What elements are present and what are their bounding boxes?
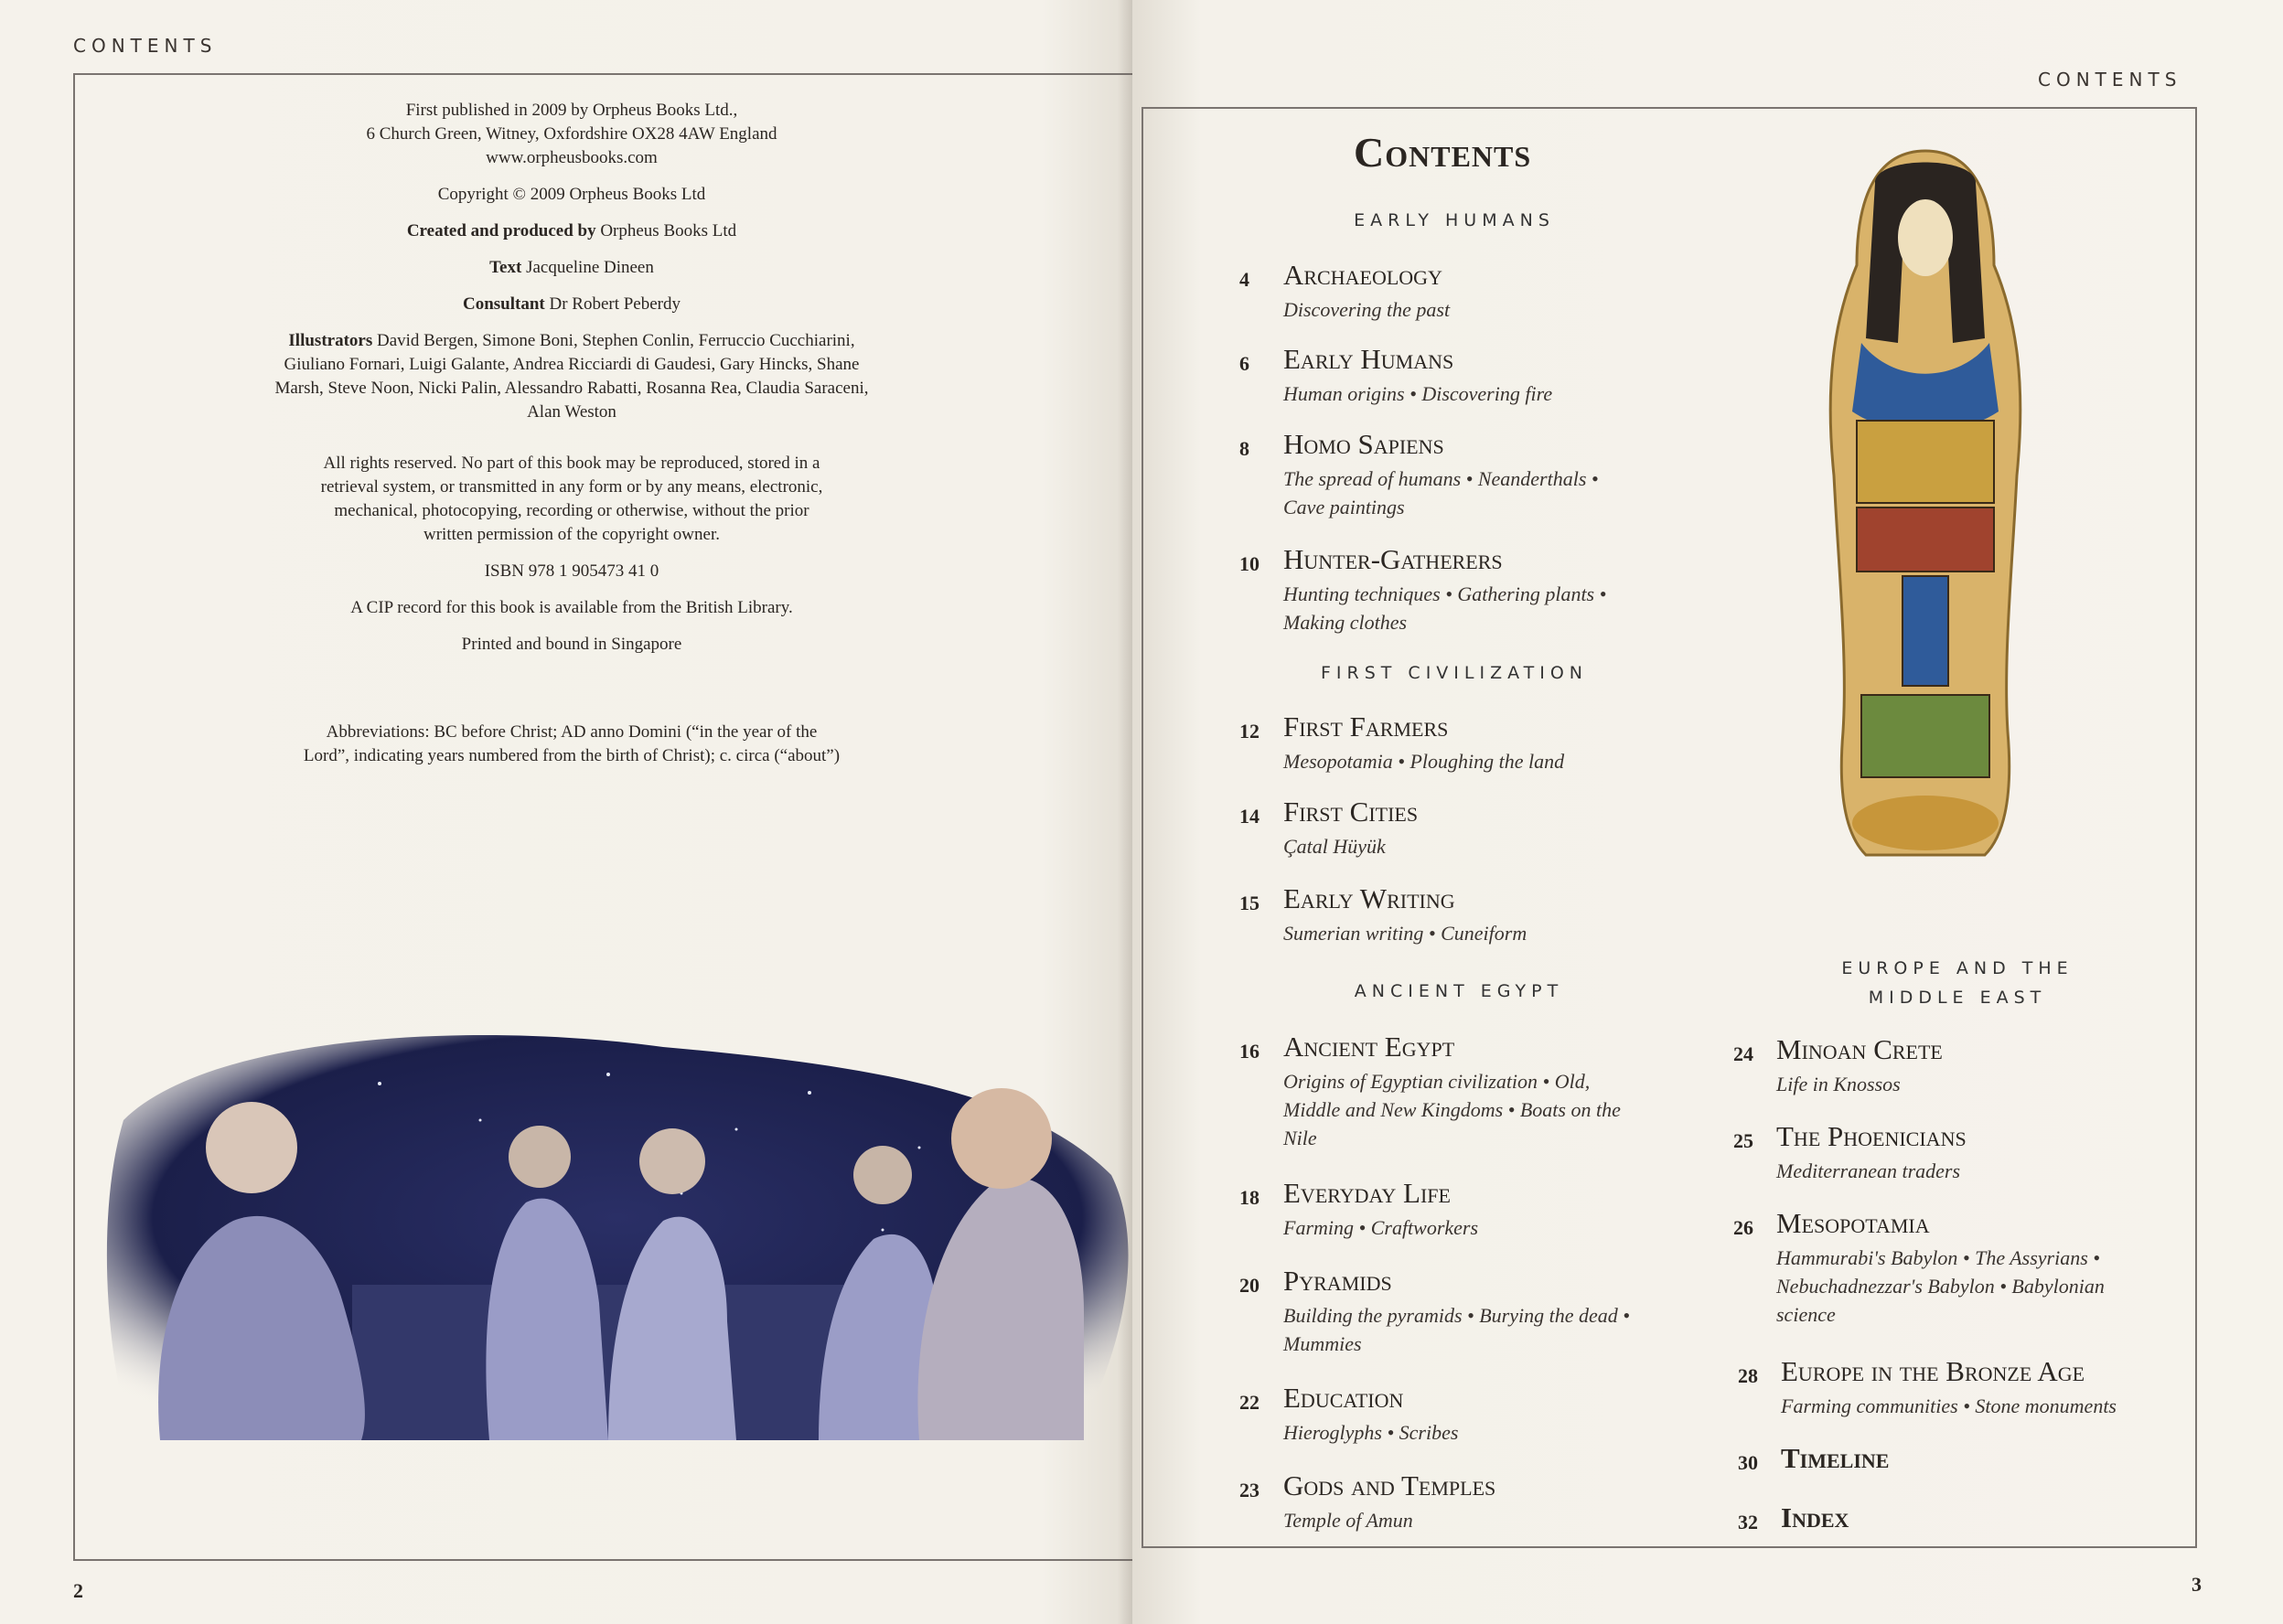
toc-title: Early Writing	[1283, 882, 1455, 914]
publisher-info	[274, 99, 869, 170]
created-by-line	[274, 219, 869, 243]
page-number-right: 3	[2192, 1573, 2202, 1596]
toc-subtitle-line: Making clothes	[1283, 611, 1408, 634]
toc-title: Mesopotamia	[1776, 1207, 1930, 1239]
toc-page-number: 4	[1239, 268, 1249, 291]
toc-title: The Phoenicians	[1776, 1120, 1967, 1152]
toc-subtitle	[1283, 295, 1686, 324]
toc-subtitle	[1781, 1392, 2183, 1420]
publisher-line: First published in 2009 by Orpheus Books Ltd.,	[405, 101, 738, 120]
isbn-line: ISBN 978 1 905473 41 0	[484, 561, 659, 581]
toc-subtitle-line: Sumerian writing • Cuneiform	[1283, 922, 1527, 945]
toc-page-number: 23	[1239, 1479, 1259, 1501]
toc-subtitle	[1283, 919, 1686, 947]
toc-title: Gods and Temples	[1283, 1469, 1496, 1501]
toc-page-number: 28	[1738, 1364, 1758, 1387]
toc-page-number: 32	[1738, 1511, 1758, 1533]
toc-title: Timeline	[1781, 1442, 1890, 1474]
toc-subtitle	[1776, 1244, 2179, 1329]
toc-title: Europe in the Bronze Age	[1781, 1355, 2085, 1387]
consultant-line	[274, 293, 869, 316]
toc-title: Ancient Egypt	[1283, 1031, 1455, 1063]
coffin-panel-1	[1857, 421, 1994, 503]
publisher-url: www.orpheusbooks.com	[486, 148, 658, 167]
coffin-base	[1852, 796, 1999, 850]
text-value: Jacqueline Dineen	[526, 258, 654, 277]
toc-title: First Farmers	[1283, 710, 1449, 743]
toc-title: Early Humans	[1283, 343, 1454, 375]
egyptian-coffin-illustration	[1820, 146, 2031, 864]
toc-page-number: 10	[1239, 552, 1259, 575]
toc-page-number: 18	[1239, 1186, 1259, 1209]
toc-subtitle-line: Discovering the past	[1283, 298, 1451, 321]
toc-page-number: 16	[1239, 1040, 1259, 1063]
toc-title: Hunter-Gatherers	[1283, 543, 1503, 575]
section-europe-middle-east	[1793, 954, 2122, 1012]
toc-page-number: 25	[1733, 1129, 1753, 1152]
contents-title: Contents	[1354, 129, 1532, 176]
toc-subtitle	[1283, 1067, 1704, 1152]
toc-page-number: 14	[1239, 805, 1259, 828]
rights-statement: All rights reserved. No part of this book may be reproduced, stored in a retrieval system, or transmitted in any form or by any means, electronic, mechanical, photocopying, recording or otherwise, without the prior written permission of the copyright owner.	[320, 454, 823, 544]
created-value: Orpheus Books Ltd	[600, 221, 737, 240]
page-number-left: 2	[73, 1579, 83, 1602]
toc-title: Index	[1781, 1501, 1849, 1533]
toc-subtitle	[1283, 1301, 1704, 1358]
coffin-panel-3	[1902, 576, 1948, 686]
toc-subtitle-line: Farming communities • Stone monuments	[1781, 1394, 2117, 1417]
toc-subtitle-line: Mesopotamia • Ploughing the land	[1283, 750, 1565, 773]
toc-subtitle-line: Hieroglyphs • Scribes	[1283, 1421, 1459, 1444]
toc-subtitle-line: Mediterranean traders	[1776, 1159, 1961, 1182]
section-early-humans: EARLY HUMANS	[1354, 210, 1555, 230]
consultant-label: Consultant	[462, 294, 545, 314]
illustrators-label: Illustrators	[288, 331, 373, 350]
illustrators-line	[274, 329, 869, 424]
printed-line: Printed and bound in Singapore	[461, 635, 682, 654]
toc-title: Homo Sapiens	[1283, 428, 1444, 460]
toc-subtitle	[1776, 1157, 2160, 1185]
toc-subtitle	[1283, 580, 1686, 636]
toc-subtitle	[1283, 747, 1686, 775]
toc-page-number: 30	[1738, 1451, 1758, 1474]
toc-title: Pyramids	[1283, 1265, 1392, 1297]
left-page	[0, 0, 1132, 1624]
coffin-face	[1898, 199, 1953, 276]
toc-subtitle-line: Mummies	[1283, 1332, 1362, 1355]
toc-page-number: 24	[1733, 1042, 1753, 1065]
toc-page-number: 8	[1239, 437, 1249, 460]
section-first-civilization: FIRST CIVILIZATION	[1320, 663, 1589, 683]
toc-page-number: 6	[1239, 352, 1249, 375]
text-label: Text	[489, 258, 522, 277]
toc-subtitle-line: Çatal Hüyük	[1283, 835, 1386, 858]
running-head-left: CONTENTS	[73, 35, 218, 57]
toc-subtitle-line: Nebuchadnezzar's Babylon • Babylonian	[1776, 1275, 2105, 1298]
toc-subtitle-line: Life in Knossos	[1776, 1073, 1901, 1095]
toc-page-number: 26	[1733, 1216, 1753, 1239]
toc-subtitle	[1283, 832, 1686, 860]
toc-subtitle	[1283, 1506, 1686, 1534]
text-credit-line	[274, 256, 869, 280]
running-head-right: CONTENTS	[2038, 69, 2182, 91]
toc-subtitle	[1283, 465, 1686, 521]
abbreviations-note: Abbreviations: BC before Christ; AD anno Domini (“in the year of the Lord”, indicating years numbered from the birth of Christ); c. circa (“about”)	[303, 722, 841, 765]
section-ancient-egypt: ANCIENT EGYPT	[1354, 981, 1564, 1001]
astronomers-illustration	[96, 1010, 1157, 1458]
toc-subtitle-line: science	[1776, 1303, 1836, 1326]
toc-subtitle-line: Building the pyramids • Burying the dead •	[1283, 1304, 1630, 1327]
toc-subtitle	[1283, 1418, 1686, 1447]
toc-subtitle-line: Hunting techniques • Gathering plants •	[1283, 582, 1607, 605]
section-europe-line-2: MIDDLE EAST	[1868, 988, 2047, 1008]
toc-subtitle	[1283, 1213, 1686, 1242]
toc-subtitle-line: Hammurabi's Babylon • The Assyrians •	[1776, 1246, 2100, 1269]
toc-page-number: 22	[1239, 1391, 1259, 1414]
imprint-block	[274, 99, 869, 781]
section-europe-line-1: EUROPE AND THE	[1841, 958, 2074, 978]
toc-subtitle-line: Cave paintings	[1283, 496, 1405, 518]
toc-subtitle-line: The spread of humans • Neanderthals •	[1283, 467, 1599, 490]
toc-subtitle-line: Temple of Amun	[1283, 1509, 1413, 1532]
toc-title: Education	[1283, 1382, 1404, 1414]
publisher-address: 6 Church Green, Witney, Oxfordshire OX28 4AW England	[366, 124, 777, 144]
cip-line: A CIP record for this book is available from the British Library.	[350, 598, 793, 617]
toc-subtitle-line: Origins of Egyptian civilization • Old,	[1283, 1070, 1591, 1093]
consultant-value: Dr Robert Peberdy	[549, 294, 681, 314]
toc-title: First Cities	[1283, 796, 1419, 828]
illustrators-value: David Bergen, Simone Boni, Stephen Conlin, Ferruccio Cucchiarini, Giuliano Fornari, Luigi Galante, Andrea Ricciardi di Gaudesi, Gary Hincks, Shane Marsh, Steve Noon, Nicki Palin, Alessandro Rabatti, Rosanna Rea, Claudia Saraceni, Alan Weston	[274, 331, 869, 422]
toc-title: Archaeology	[1283, 259, 1442, 291]
copyright-line: Copyright © 2009 Orpheus Books Ltd	[437, 185, 706, 204]
toc-title: Minoan Crete	[1776, 1033, 1943, 1065]
toc-page-number: 20	[1239, 1274, 1259, 1297]
toc-subtitle	[1283, 379, 1686, 408]
toc-subtitle-line: Nile	[1283, 1127, 1317, 1149]
coffin-panel-4	[1861, 695, 1989, 777]
toc-title: Everyday Life	[1283, 1177, 1451, 1209]
toc-subtitle-line: Middle and New Kingdoms • Boats on the	[1283, 1098, 1621, 1121]
toc-subtitle-line: Human origins • Discovering fire	[1283, 382, 1553, 405]
toc-subtitle	[1776, 1070, 2160, 1098]
toc-page-number: 15	[1239, 892, 1259, 914]
toc-subtitle-line: Farming • Craftworkers	[1283, 1216, 1479, 1239]
created-label: Created and produced by	[406, 221, 596, 240]
toc-page-number: 12	[1239, 720, 1259, 743]
coffin-panel-2	[1857, 508, 1994, 572]
